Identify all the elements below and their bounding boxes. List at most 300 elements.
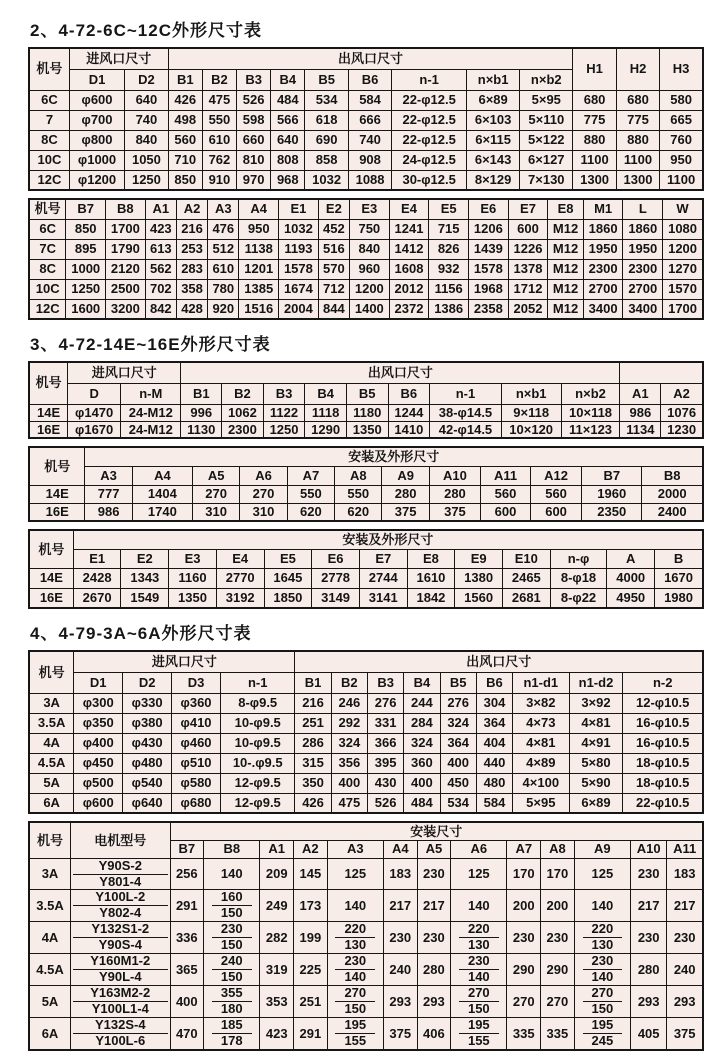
header-cell: E10 [502,549,550,568]
data-cell: φ360 [172,693,221,713]
header-cell: B7 [66,199,106,219]
data-cell: 4×89 [513,753,569,773]
header-cell: M1 [583,199,623,219]
data-cell: 293 [631,986,667,1018]
data-cell: 808 [271,150,305,170]
data-cell: 1578 [279,259,319,279]
data-cell: 620 [335,503,382,521]
data-cell: 850 [168,170,202,190]
data-cell: 1300 [616,170,659,190]
header-cell: A1 [145,199,176,219]
header-cell: A6 [240,466,287,485]
table-14e-16e-install-e-dimensions [28,529,704,609]
header-cell: A11 [481,466,531,485]
data-cell: 324 [440,713,476,733]
data-cell: 880 [616,130,659,150]
data-cell: 1950 [583,239,623,259]
data-cell: 10-.φ9.5 [221,753,295,773]
data-cell: 1578 [469,259,509,279]
header-cell: A [607,549,655,568]
table-row [29,110,703,130]
data-cell: 1712 [508,279,548,299]
data-cell: 910 [202,170,236,190]
data-cell: 230 [667,922,703,954]
header-cell: A3 [208,199,239,219]
data-cell: 1350 [169,588,217,608]
data-cell: 293 [383,986,417,1018]
row-label-cell: 4A [29,733,74,753]
table-row [29,922,703,954]
data-cell: 2500 [106,279,146,299]
data-cell: 230 [507,922,541,954]
data-cell: 1385 [239,279,279,299]
data-cell: 600 [530,503,581,521]
data-cell [574,1017,630,1049]
data-cell: 3400 [623,299,663,319]
table-row [29,150,703,170]
data-cell: 395 [367,753,403,773]
data-cell: 199 [294,922,328,954]
data-cell: 280 [429,485,480,503]
data-cell: 1062 [222,404,264,421]
table-row [29,890,703,922]
data-cell: 1244 [388,404,430,421]
data-cell: 405 [631,1017,667,1049]
data-cell [327,954,383,986]
data-cell: 775 [573,110,616,130]
section-title-4-72-14e-16e: 3、4-72-14E~16E外形尺寸表 [30,335,271,354]
data-cell: 335 [541,1017,575,1049]
header-cell: n-1 [430,383,502,404]
data-cell: 666 [348,110,391,130]
data-cell: 291 [294,1017,328,1049]
data-cell: 950 [239,219,279,239]
row-label-cell: 7 [29,110,69,130]
data-cell: 426 [295,793,331,813]
data-cell: 562 [145,259,176,279]
data-cell: 7×130 [520,170,573,190]
data-cell: 12-φ9.5 [221,793,295,813]
data-cell [204,890,260,922]
header-cell: n1-d1 [513,672,569,693]
data-cell: 276 [440,693,476,713]
data-cell: 810 [237,150,271,170]
data-cell: 665 [660,110,703,130]
data-cell: φ1470 [68,404,121,421]
data-cell: 253 [176,239,207,259]
data-cell: 216 [295,693,331,713]
row-label-cell: 16E [29,421,68,438]
table-row [29,219,703,239]
table-row [29,858,703,890]
header-cell: B8 [204,840,260,858]
header-cell: A7 [287,466,334,485]
data-cell: 1380 [455,568,503,588]
data-cell: 22-φ12.5 [392,110,467,130]
header-cell: A3 [327,840,383,858]
table-14e-16e-install-a-dimensions [28,446,704,522]
row-label-cell: 12C [29,299,66,319]
data-cell: 1138 [239,239,279,259]
data-cell: 324 [404,733,440,753]
header-cell: E1 [279,199,319,219]
data-cell: 1200 [349,279,389,299]
data-cell: 1000 [66,259,106,279]
stacked-values: 220 130 [330,922,381,953]
stacked-values: Y163M2-2 Y100L1-4 [73,986,167,1017]
header-cell: E9 [455,549,503,568]
data-cell: 842 [145,299,176,319]
data-cell: 11×123 [561,421,620,438]
stacked-values: 230 140 [453,954,504,985]
data-cell: 1122 [263,404,305,421]
data-cell: 534 [440,793,476,813]
data-cell: 5×95 [520,90,573,110]
header-cell: E4 [389,199,429,219]
data-cell: 140 [204,858,260,890]
section-title-4-79-3a-6a: 4、4-79-3A~6A外形尺寸表 [30,624,252,644]
header-cell: E7 [508,199,548,219]
data-cell: 400 [440,753,476,773]
header-cell: B5 [440,672,476,693]
table-row [29,773,703,793]
data-cell: 426 [168,90,202,110]
data-cell: 1350 [346,421,388,438]
data-cell: 1250 [263,421,305,438]
data-cell: 1842 [407,588,455,608]
data-cell: 610 [208,259,239,279]
data-cell [204,954,260,986]
data-cell: 335 [507,1017,541,1049]
header-cell: n-1 [221,672,295,693]
stacked-values: Y100L-2 Y802-4 [73,890,167,921]
stacked-values: 230 140 [577,954,628,985]
header-cell: A7 [507,840,541,858]
data-cell: 2000 [642,485,703,503]
header-cell: n-M [121,383,181,404]
data-cell: 2465 [502,568,550,588]
data-cell: M12 [548,239,583,259]
data-cell: φ410 [172,713,221,733]
table-row [29,793,703,813]
header-cell: B7 [582,466,642,485]
data-cell: 1700 [106,219,146,239]
header-cell: B4 [305,383,347,404]
data-cell: 3×82 [513,693,569,713]
data-cell: 610 [202,130,236,150]
data-cell: 276 [367,693,403,713]
header-cell: A4 [383,840,417,858]
data-cell [71,986,170,1018]
section-title-4-72-6c-12c: 2、4-72-6C~12C外形尺寸表 [30,21,262,40]
data-cell: 8-φ18 [550,568,607,588]
data-cell: 1410 [388,421,430,438]
data-cell: 780 [208,279,239,299]
data-cell: 310 [192,503,239,521]
header-cell: A8 [335,466,382,485]
data-cell: 217 [383,890,417,922]
header-cell: A5 [417,840,451,858]
table-row [29,421,703,438]
data-cell: 986 [85,503,132,521]
data-cell: 712 [318,279,349,299]
data-cell: 6×103 [467,110,520,130]
data-cell: 895 [66,239,106,259]
row-label-cell: 6C [29,219,66,239]
data-cell: 3400 [583,299,623,319]
header-cell: L [623,199,663,219]
data-cell: 710 [168,150,202,170]
header-cell: B3 [237,69,271,90]
data-cell: 1118 [305,404,347,421]
data-cell: 4000 [607,568,655,588]
data-cell: 350 [295,773,331,793]
header-cell: n-2 [623,672,703,693]
table-row [29,279,703,299]
header-cell: B2 [331,672,367,693]
data-cell: 1860 [583,219,623,239]
data-cell: 777 [85,485,132,503]
header-cell: B8 [642,466,703,485]
data-cell: 358 [176,279,207,299]
header-cell: A2 [176,199,207,219]
data-cell: 1386 [429,299,469,319]
data-cell: φ600 [74,793,123,813]
data-cell: 125 [451,858,507,890]
data-cell: 2770 [216,568,264,588]
data-cell: φ500 [74,773,123,793]
data-cell: 290 [541,954,575,986]
header-cell: B7 [170,840,204,858]
data-cell: 2428 [73,568,121,588]
data-cell: 534 [305,90,348,110]
data-cell: 1226 [508,239,548,259]
header-cell: 进风口尺寸 [69,48,168,69]
data-cell: 324 [331,733,367,753]
header-cell: 机号 [29,362,68,404]
data-cell: φ580 [172,773,221,793]
data-cell: 2372 [389,299,429,319]
data-cell: φ300 [74,693,123,713]
header-cell: E2 [318,199,349,219]
table-row [29,693,703,713]
header-cell: D1 [74,672,123,693]
header-cell: 进风口尺寸 [74,651,295,672]
data-cell: 2004 [279,299,319,319]
data-cell: 2358 [469,299,509,319]
data-cell: 283 [176,259,207,279]
data-cell: φ680 [172,793,221,813]
header-cell: 机号 [29,447,85,485]
data-cell: 1180 [346,404,388,421]
data-cell: 22-φ10.5 [623,793,703,813]
section-4-72-6c-12c [28,16,704,320]
stacked-values: Y132S-4 Y100L-6 [73,1018,167,1049]
data-cell: 1740 [132,503,192,521]
data-cell: 230 [417,922,451,954]
data-cell: 450 [440,773,476,793]
data-cell: 1439 [469,239,509,259]
header-cell: 出风口尺寸 [295,651,703,672]
data-cell: 2778 [312,568,360,588]
data-cell: 365 [170,954,204,986]
data-cell: 2052 [508,299,548,319]
data-cell: 570 [318,259,349,279]
data-cell: 1968 [469,279,509,299]
data-cell [451,986,507,1018]
data-cell: 1600 [66,299,106,319]
data-cell: 6×115 [467,130,520,150]
data-cell: 360 [404,753,440,773]
data-cell: 1950 [623,239,663,259]
header-cell [620,362,703,383]
header-cell: H3 [660,48,703,90]
stacked-values: Y160M1-2 Y90L-4 [73,954,167,985]
header-cell: B6 [388,383,430,404]
data-cell: 512 [208,239,239,259]
data-cell: 2700 [583,279,623,299]
data-cell: 1549 [121,588,169,608]
data-cell: 406 [417,1017,451,1049]
header-cell: D [68,383,121,404]
row-label-cell: 6A [29,793,74,813]
table-row [29,503,703,521]
data-cell: 286 [295,733,331,753]
header-cell: A1 [260,840,294,858]
data-cell: 282 [260,922,294,954]
data-cell: φ1200 [69,170,124,190]
data-cell: 256 [170,858,204,890]
data-cell: 18-φ10.5 [623,773,703,793]
header-cell: B3 [367,672,403,693]
data-cell: 8-φ22 [550,588,607,608]
table-3a-6a-motor-mounting-dimensions [28,821,704,1051]
data-cell: φ480 [123,753,172,773]
header-cell: A2 [661,383,703,404]
data-cell: 4×100 [513,773,569,793]
data-cell: 1201 [239,259,279,279]
data-cell: 550 [335,485,382,503]
data-cell: φ380 [123,713,172,733]
data-cell: 3×92 [569,693,623,713]
table-row [29,170,703,190]
data-cell: 140 [574,890,630,922]
data-cell: 230 [631,858,667,890]
data-cell: 24-φ12.5 [392,150,467,170]
header-cell: D2 [125,69,168,90]
data-cell: 560 [530,485,581,503]
data-cell: 470 [170,1017,204,1049]
data-cell [574,922,630,954]
header-cell: 安装及外形尺寸 [85,447,703,466]
row-label-cell: 3.5A [29,890,71,922]
table-3a-6a-inlet-outlet-dimensions [28,650,704,814]
data-cell: 6×143 [467,150,520,170]
data-cell: 423 [260,1017,294,1049]
header-cell: n×b2 [561,383,620,404]
stacked-values: 220 130 [453,922,504,953]
header-cell: 出风口尺寸 [168,48,573,69]
data-cell: 12-φ10.5 [623,693,703,713]
data-cell: 42-φ14.5 [430,421,502,438]
row-label-cell: 16E [29,588,73,608]
data-cell: 702 [145,279,176,299]
data-cell: 2681 [502,588,550,608]
data-cell: 217 [667,890,703,922]
data-cell: 1130 [181,421,222,438]
data-cell: 251 [295,713,331,733]
header-cell: A3 [85,466,132,485]
header-cell: B [655,549,703,568]
data-cell: 840 [349,239,389,259]
header-cell: B1 [168,69,202,90]
section-4-72-14e-16e [28,330,704,609]
data-cell: 2300 [222,421,264,438]
table-row [29,733,703,753]
data-cell: 1250 [125,170,168,190]
header-cell: D3 [172,672,221,693]
data-cell: 1160 [169,568,217,588]
data-cell: 1790 [106,239,146,259]
data-cell [327,1017,383,1049]
data-cell [451,1017,507,1049]
data-cell: 293 [417,986,451,1018]
data-cell: 1700 [663,299,703,319]
data-cell: 315 [295,753,331,773]
row-label-cell: 12C [29,170,69,190]
table-row [29,986,703,1018]
data-cell: 960 [349,259,389,279]
data-cell: 145 [294,858,328,890]
header-cell: E3 [349,199,389,219]
data-cell: 22-φ12.5 [392,130,467,150]
data-cell: 1100 [660,170,703,190]
data-cell: 660 [237,130,271,150]
data-cell: 1270 [663,259,703,279]
data-cell: 4950 [607,588,655,608]
header-cell: 机号 [29,48,69,90]
data-cell [71,858,170,890]
data-cell: 1516 [239,299,279,319]
data-cell: 240 [383,954,417,986]
data-cell: 270 [192,485,239,503]
data-cell: 364 [440,733,476,753]
data-cell: 1378 [508,259,548,279]
data-cell: 304 [476,693,512,713]
data-cell: 8×129 [467,170,520,190]
data-cell: 24-M12 [121,404,181,421]
header-cell: n1-d2 [569,672,623,693]
data-cell: 932 [429,259,469,279]
stacked-values: Y90S-2 Y801-4 [73,859,167,890]
row-label-cell: 4A [29,922,71,954]
data-cell: 375 [667,1017,703,1049]
data-cell: 580 [660,90,703,110]
data-cell: 216 [176,219,207,239]
data-cell: 10-φ9.5 [221,733,295,753]
data-cell: 225 [294,954,328,986]
data-cell: 10×118 [561,404,620,421]
data-cell: 9×118 [501,404,561,421]
data-cell: 584 [348,90,391,110]
header-cell: E3 [169,549,217,568]
data-cell: 356 [331,753,367,773]
data-cell: 2350 [582,503,642,521]
data-cell: 1412 [389,239,429,259]
table-row [29,404,703,421]
data-cell: 423 [145,219,176,239]
data-cell: 1850 [264,588,312,608]
